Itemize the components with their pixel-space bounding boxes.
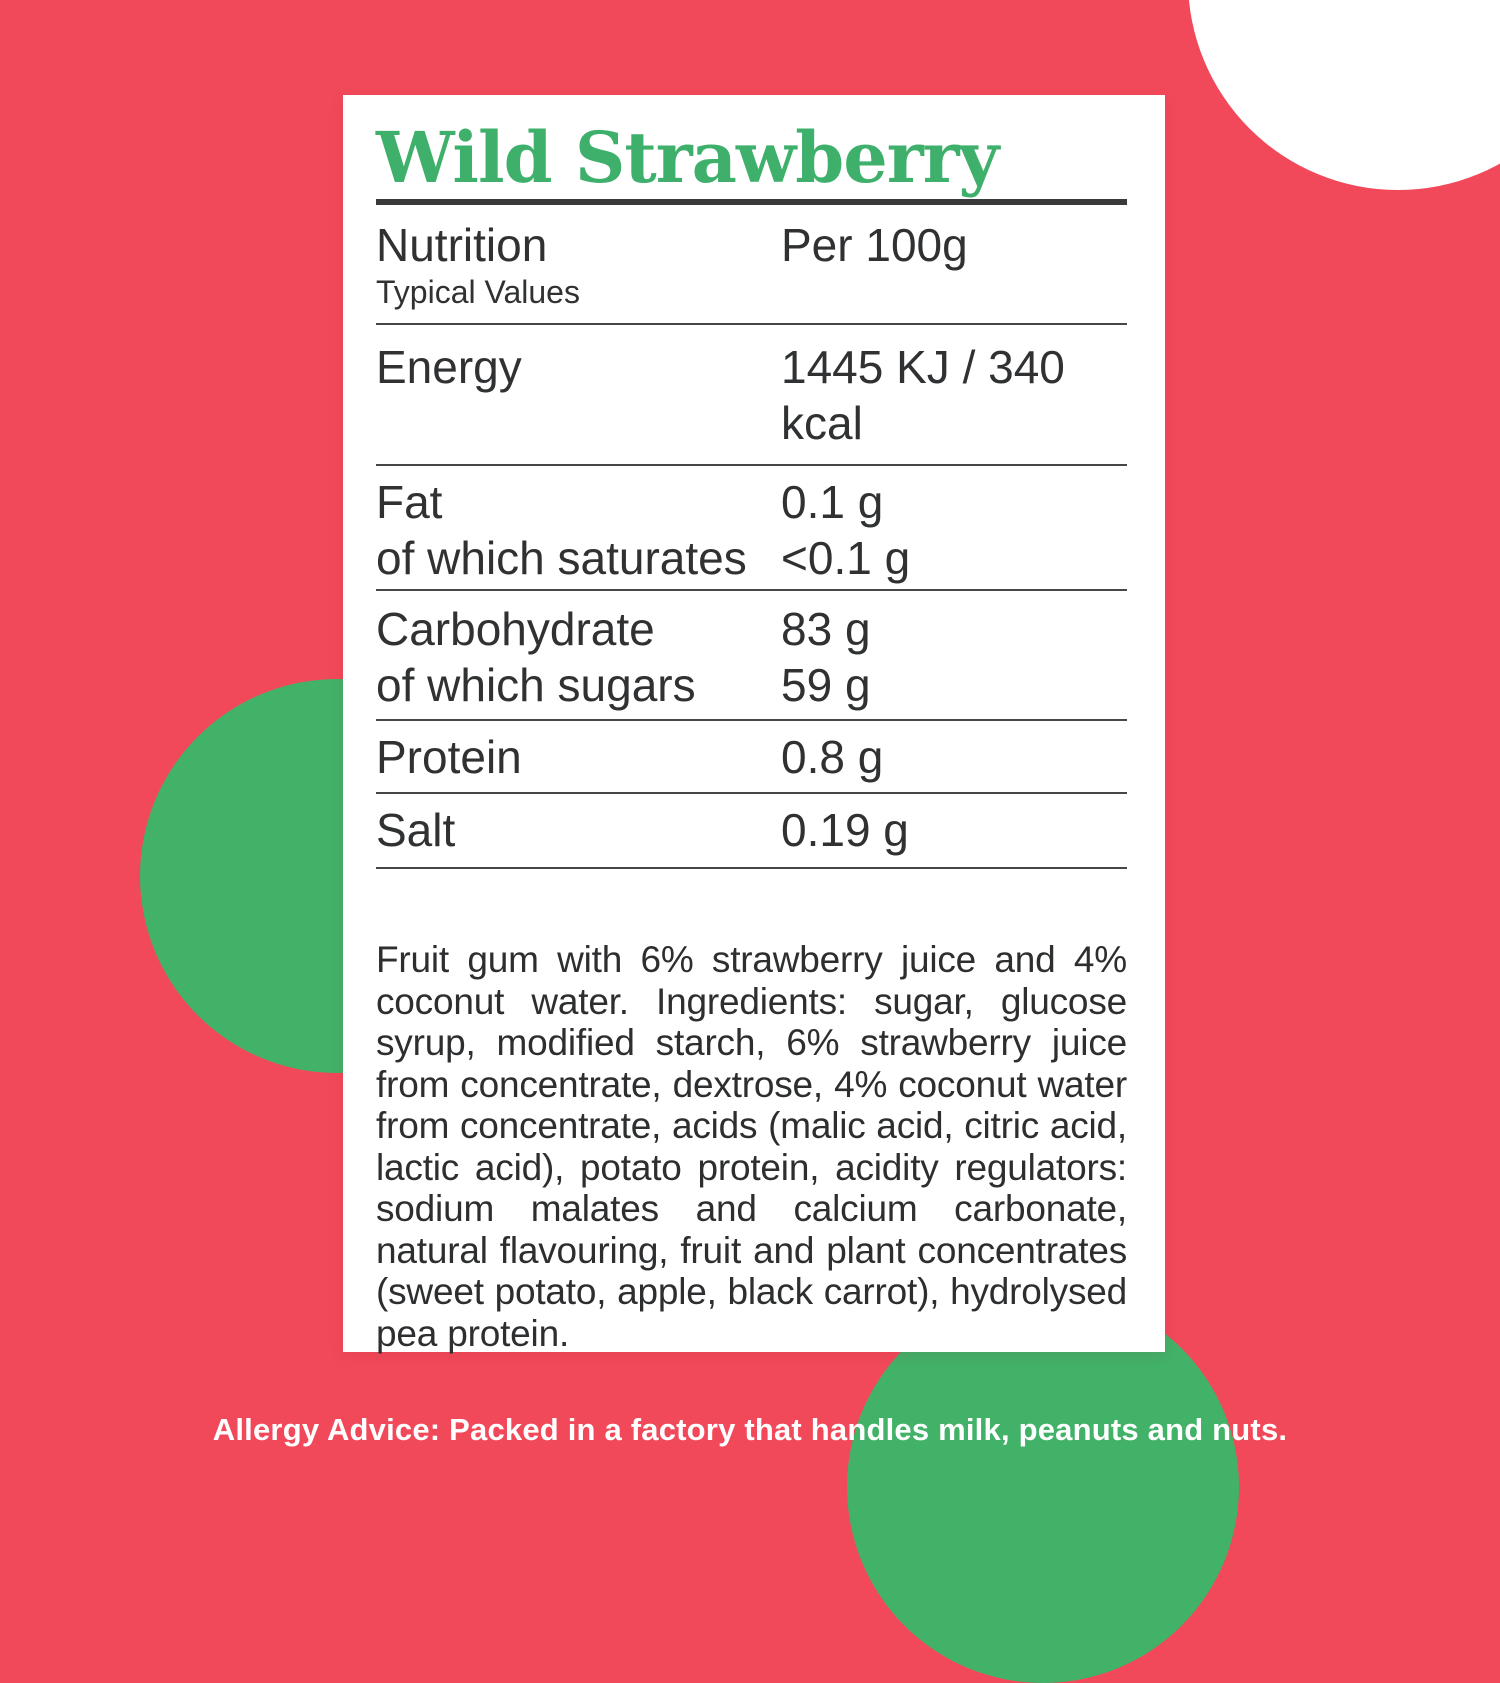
table-row <box>376 794 1127 869</box>
saturates-label: of which saturates <box>376 532 747 584</box>
ingredients-paragraph: Fruit gum with 6% strawberry juice and 4% coconut water. Ingredients: sugar, glucose syrup, modified starch, 6% strawberry juice from concentrate, dextrose, 4% coconut water from concentrate, acids (malic acid, citric acid, lactic acid), potato protein, acidity regulators: sodium malates and calcium carbonate, natural flavouring, fruit and plant concentrates (sweet potato, apple, black carrot), hydrolysed pea protein. <box>376 939 1127 1354</box>
table-row <box>376 721 1127 794</box>
white-circle-decoration <box>1188 0 1500 190</box>
energy-value: 1445 KJ / 340 kcal <box>781 341 1065 449</box>
nutrition-table-header <box>376 205 1127 325</box>
per-100g-column-header: Per 100g <box>781 219 968 271</box>
nutrition-label-card <box>343 95 1165 1352</box>
sugars-value: 59 g <box>781 659 871 711</box>
product-flavor-title: Wild Strawberry <box>376 116 999 199</box>
table-row <box>376 466 1127 591</box>
fat-label: Fat <box>376 476 443 528</box>
carbohydrate-value: 83 g <box>781 603 871 655</box>
protein-label: Protein <box>376 731 522 783</box>
table-row <box>376 325 1127 466</box>
allergy-advice-text: Allergy Advice: Packed in a factory that handles milk, peanuts and nuts. <box>212 1412 1288 1447</box>
typical-values-label: Typical Values <box>376 274 580 310</box>
protein-value: 0.8 g <box>781 731 884 783</box>
fat-value: 0.1 g <box>781 476 884 528</box>
table-row <box>376 591 1127 721</box>
salt-label: Salt <box>376 804 456 856</box>
salt-value: 0.19 g <box>781 804 909 856</box>
energy-label: Energy <box>376 341 522 393</box>
saturates-value: <0.1 g <box>781 532 911 584</box>
sugars-label: of which sugars <box>376 659 696 711</box>
nutrition-header-label: Nutrition <box>376 219 548 271</box>
carbohydrate-label: Carbohydrate <box>376 603 655 655</box>
